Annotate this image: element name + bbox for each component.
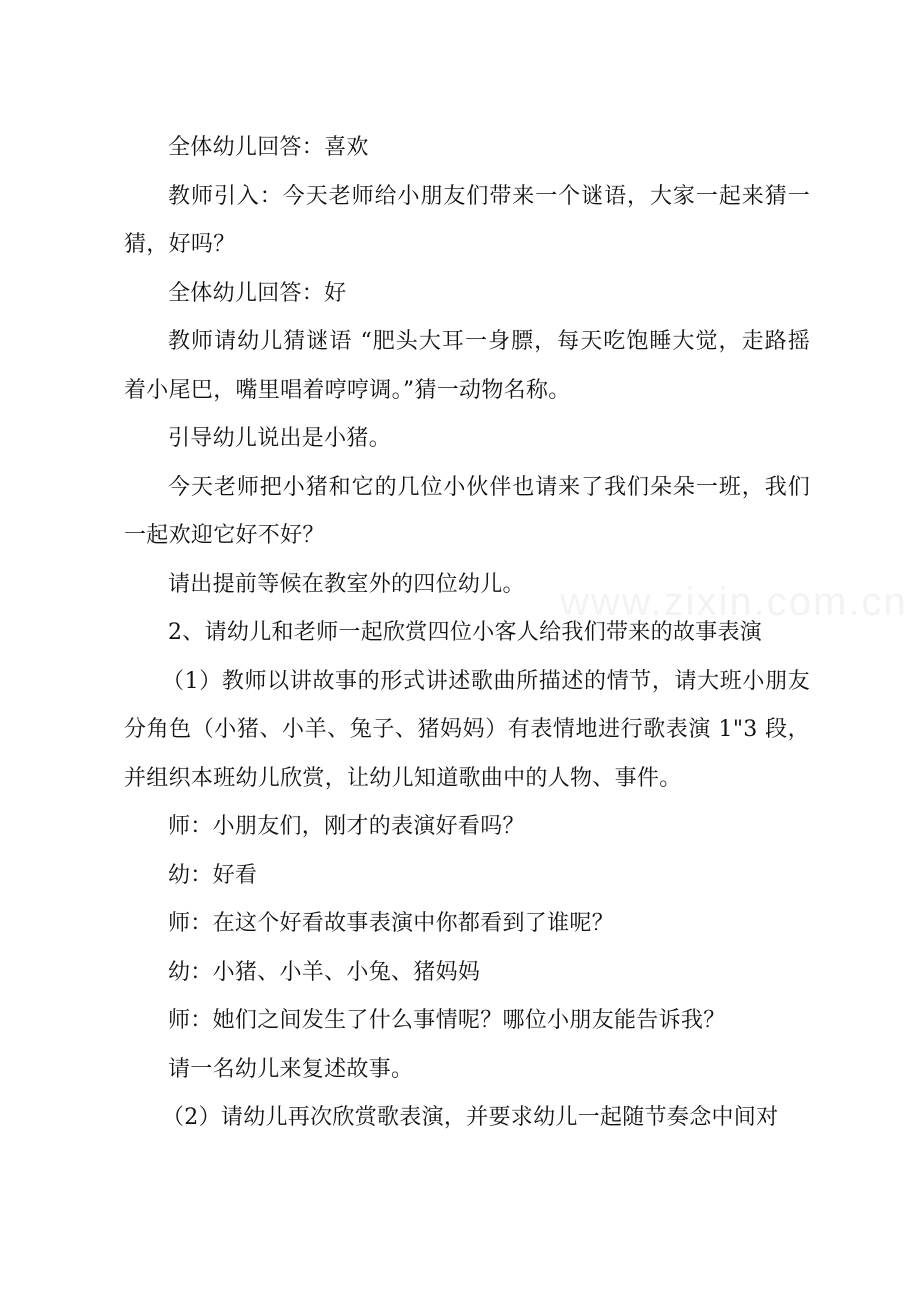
paragraph: 请一名幼儿来复述故事。 bbox=[168, 1056, 414, 1082]
paragraph: 教师请幼儿猜谜语 “肥头大耳一身膘，每天吃饱睡大觉，走路摇着小尾巴，嘴里唱着哼哼调。”猜一动物名称。 bbox=[124, 329, 810, 403]
paragraph: 全体幼儿回答：喜欢 bbox=[168, 135, 369, 160]
paragraph: 全体幼儿回答：好 bbox=[168, 280, 347, 306]
paragraph: （2）请幼儿再次欣赏歌表演，并要求幼儿一起随节奏念中间对 bbox=[162, 1105, 779, 1130]
dialogue-line: 师：在这个好看故事表演中你都看到了谁呢？ bbox=[168, 911, 615, 936]
paragraph: 请出提前等候在教室外的四位幼儿。 bbox=[168, 571, 525, 597]
section-heading: 2、请幼儿和老师一起欣赏四位小客人给我们带来的故事表演 bbox=[168, 620, 763, 645]
paragraph: 教师引入：今天老师给小朋友们带来一个谜语，大家一起来猜一猜，好吗？ bbox=[124, 183, 810, 257]
paragraph: 今天老师把小猪和它的几位小伙伴也请来了我们朵朵一班，我们一起欢迎它好不好？ bbox=[124, 474, 810, 548]
dialogue-line: 师：小朋友们，刚才的表演好看吗？ bbox=[168, 814, 525, 839]
dialogue-line: 幼：小猪、小羊、小兔、猪妈妈 bbox=[168, 959, 481, 985]
paragraph: （1）教师以讲故事的形式讲述歌曲所描述的情节，请大班小朋友分角色（小猪、小羊、兔子、猪妈妈）有表情地进行歌表演 1"3 段，并组织本班幼儿欣赏，让幼儿知道歌曲中的人物、事件。 bbox=[124, 668, 810, 791]
paragraph: 引导幼儿说出是小猪。 bbox=[168, 426, 392, 451]
document-body bbox=[124, 124, 810, 1143]
watermark: www.zixin.com.cn bbox=[560, 580, 908, 624]
dialogue-line: 幼：好看 bbox=[168, 862, 258, 888]
dialogue-line: 师：她们之间发生了什么事情呢？哪位小朋友能告诉我？ bbox=[168, 1008, 726, 1033]
